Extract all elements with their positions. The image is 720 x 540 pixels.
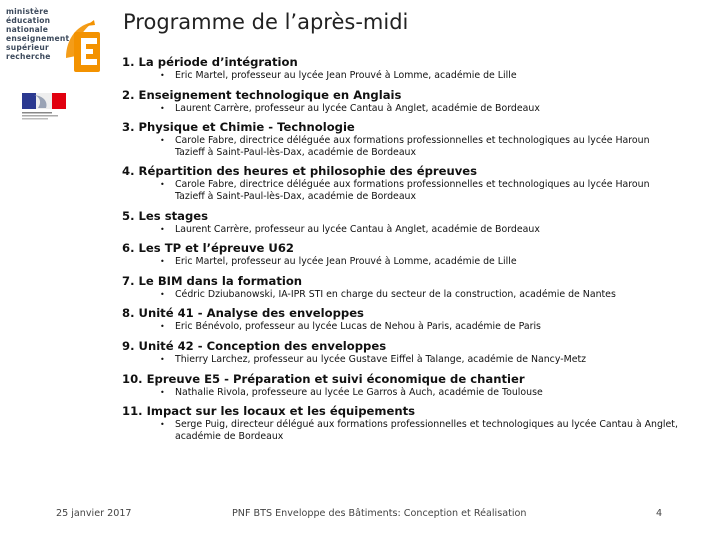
speaker-line bbox=[122, 289, 682, 301]
agenda-item-number: 2. bbox=[122, 87, 135, 102]
agenda-item-title: Répartition des heures et philosophie des épreuves bbox=[138, 164, 478, 179]
agenda-item-number: 9. bbox=[122, 338, 135, 353]
speaker-text: Laurent Carrère, professeur au lycée Cantau à Anglet, académie de Bordeaux bbox=[175, 102, 540, 114]
agenda-item-heading bbox=[122, 164, 682, 178]
speaker-text: Eric Martel, professeur au lycée Jean Prouvé à Lomme, académie de Lille bbox=[175, 70, 517, 81]
footer-date: 25 janvier 2017 bbox=[56, 508, 132, 519]
agenda-item bbox=[122, 209, 682, 236]
agenda-item-number: 8. bbox=[122, 306, 135, 321]
agenda-item bbox=[122, 274, 682, 301]
speaker-text: Carole Fabre, directrice déléguée aux formations professionnelles et technologiques au lycée Haroun Tazieff à Saint-Paul-lès-Dax, académie de Bordeaux bbox=[175, 179, 650, 202]
agenda-item-title: La période d’intégration bbox=[138, 55, 298, 69]
bullet-icon: • bbox=[160, 224, 165, 234]
agenda-item-title: Le BIM dans la formation bbox=[138, 273, 303, 288]
speaker-text: Laurent Carrère, professeur au lycée Cantau à Anglet, académie de Bordeaux bbox=[175, 223, 540, 235]
speaker-line bbox=[122, 179, 682, 202]
speaker-line bbox=[122, 321, 682, 333]
logo-line: ministère bbox=[6, 7, 49, 16]
agenda-item-title: Unité 41 - Analyse des enveloppes bbox=[138, 306, 364, 321]
ministry-logo-text bbox=[6, 8, 68, 61]
bullet-icon: • bbox=[160, 103, 165, 113]
agenda-item bbox=[122, 241, 682, 268]
bullet-icon: • bbox=[160, 387, 165, 397]
agenda-item-number: 6. bbox=[122, 241, 135, 256]
speaker-line bbox=[122, 224, 682, 236]
agenda-item-heading bbox=[122, 404, 682, 418]
agenda-item bbox=[122, 404, 682, 442]
agenda-list bbox=[122, 55, 682, 442]
agenda-item-number: 5. bbox=[122, 208, 135, 223]
agenda-item-title: Impact sur les locaux et les équipements bbox=[146, 404, 416, 419]
speaker-line bbox=[122, 103, 682, 115]
ministry-logo bbox=[6, 8, 106, 82]
bullet-icon: • bbox=[160, 354, 165, 364]
agenda-item-heading bbox=[122, 209, 682, 223]
agenda-item-heading bbox=[122, 55, 682, 69]
agenda-item bbox=[122, 164, 682, 202]
speaker-text: Nathalie Rivola, professeure au lycée Le Garros à Auch, académie de Toulouse bbox=[175, 386, 543, 398]
agenda-item bbox=[122, 55, 682, 82]
agenda-item-heading bbox=[122, 306, 682, 320]
speaker-line bbox=[122, 70, 682, 82]
logo-line: enseignement bbox=[6, 33, 70, 43]
speaker-line bbox=[122, 354, 682, 366]
logo-line: nationale bbox=[6, 24, 49, 34]
agenda-item-number: 11. bbox=[122, 404, 143, 419]
agenda-item-title: Les TP et l’épreuve U62 bbox=[138, 241, 294, 256]
bullet-icon: • bbox=[160, 71, 165, 80]
agenda-item-number: 3. bbox=[122, 120, 135, 135]
agenda-item-number: 7. bbox=[122, 273, 135, 288]
ministry-e-logo-icon bbox=[64, 18, 104, 76]
agenda-item-number: 10. bbox=[122, 371, 143, 386]
agenda-item-heading bbox=[122, 274, 682, 288]
agenda-item-title: Epreuve E5 - Préparation et suivi économique de chantier bbox=[146, 371, 525, 386]
agenda-item bbox=[122, 372, 682, 399]
agenda-item-title: Physique et Chimie - Technologie bbox=[138, 120, 355, 135]
agenda-item-heading bbox=[122, 120, 682, 134]
speaker-line bbox=[122, 256, 682, 268]
republique-francaise-logo-icon bbox=[22, 93, 66, 121]
speaker-text: Serge Puig, directeur délégué aux formations professionnelles et technologiques au lycée Cantau à Anglet, académie de Bordeaux bbox=[175, 419, 678, 442]
page-title: Programme de l’après-midi bbox=[123, 10, 409, 34]
agenda-item-title: Unité 42 - Conception des enveloppes bbox=[138, 338, 387, 353]
logo-line: recherche bbox=[6, 51, 51, 61]
agenda-item-number: 4. bbox=[122, 164, 135, 179]
speaker-text: Carole Fabre, directrice déléguée aux formations professionnelles et technologiques au lycée Haroun Tazieff à Saint-Paul-lès-Dax, académie de Bordeaux bbox=[175, 135, 650, 158]
speaker-text: Eric Bénévolo, professeur au lycée Lucas de Nehou à Paris, académie de Paris bbox=[175, 321, 541, 333]
agenda-item bbox=[122, 88, 682, 115]
bullet-icon: • bbox=[160, 322, 165, 332]
agenda-item-heading bbox=[122, 241, 682, 255]
agenda-item-heading bbox=[122, 339, 682, 353]
speaker-line bbox=[122, 387, 682, 399]
agenda-item bbox=[122, 339, 682, 366]
speaker-text: Eric Martel, professeur au lycée Jean Prouvé à Lomme, académie de Lille bbox=[175, 256, 517, 268]
footer-title: PNF BTS Enveloppe des Bâtiments: Conception et Réalisation bbox=[232, 508, 527, 519]
speaker-line bbox=[122, 135, 682, 158]
speaker-text: Thierry Larchez, professeur au lycée Gustave Eiffel à Talange, académie de Nancy-Metz bbox=[175, 353, 587, 365]
bullet-icon: • bbox=[160, 289, 165, 299]
agenda-item bbox=[122, 306, 682, 333]
agenda-item-heading bbox=[122, 88, 682, 102]
agenda-item-title: Les stages bbox=[138, 208, 209, 223]
agenda-item-heading bbox=[122, 372, 682, 386]
logo-line: supérieur bbox=[6, 42, 49, 52]
agenda-item-number: 1. bbox=[122, 55, 135, 69]
bullet-icon: • bbox=[160, 136, 165, 146]
agenda-item-title: Enseignement technologique en Anglais bbox=[138, 87, 402, 102]
agenda-item bbox=[122, 120, 682, 158]
speaker-line bbox=[122, 419, 682, 442]
logo-line: éducation bbox=[6, 15, 51, 25]
bullet-icon: • bbox=[160, 180, 165, 190]
page-number: 4 bbox=[656, 508, 663, 519]
speaker-text: Cédric Dziubanowski, IA-IPR STI en charge du secteur de la construction, académie de Nantes bbox=[175, 288, 616, 300]
bullet-icon: • bbox=[160, 257, 165, 267]
bullet-icon: • bbox=[160, 420, 165, 430]
